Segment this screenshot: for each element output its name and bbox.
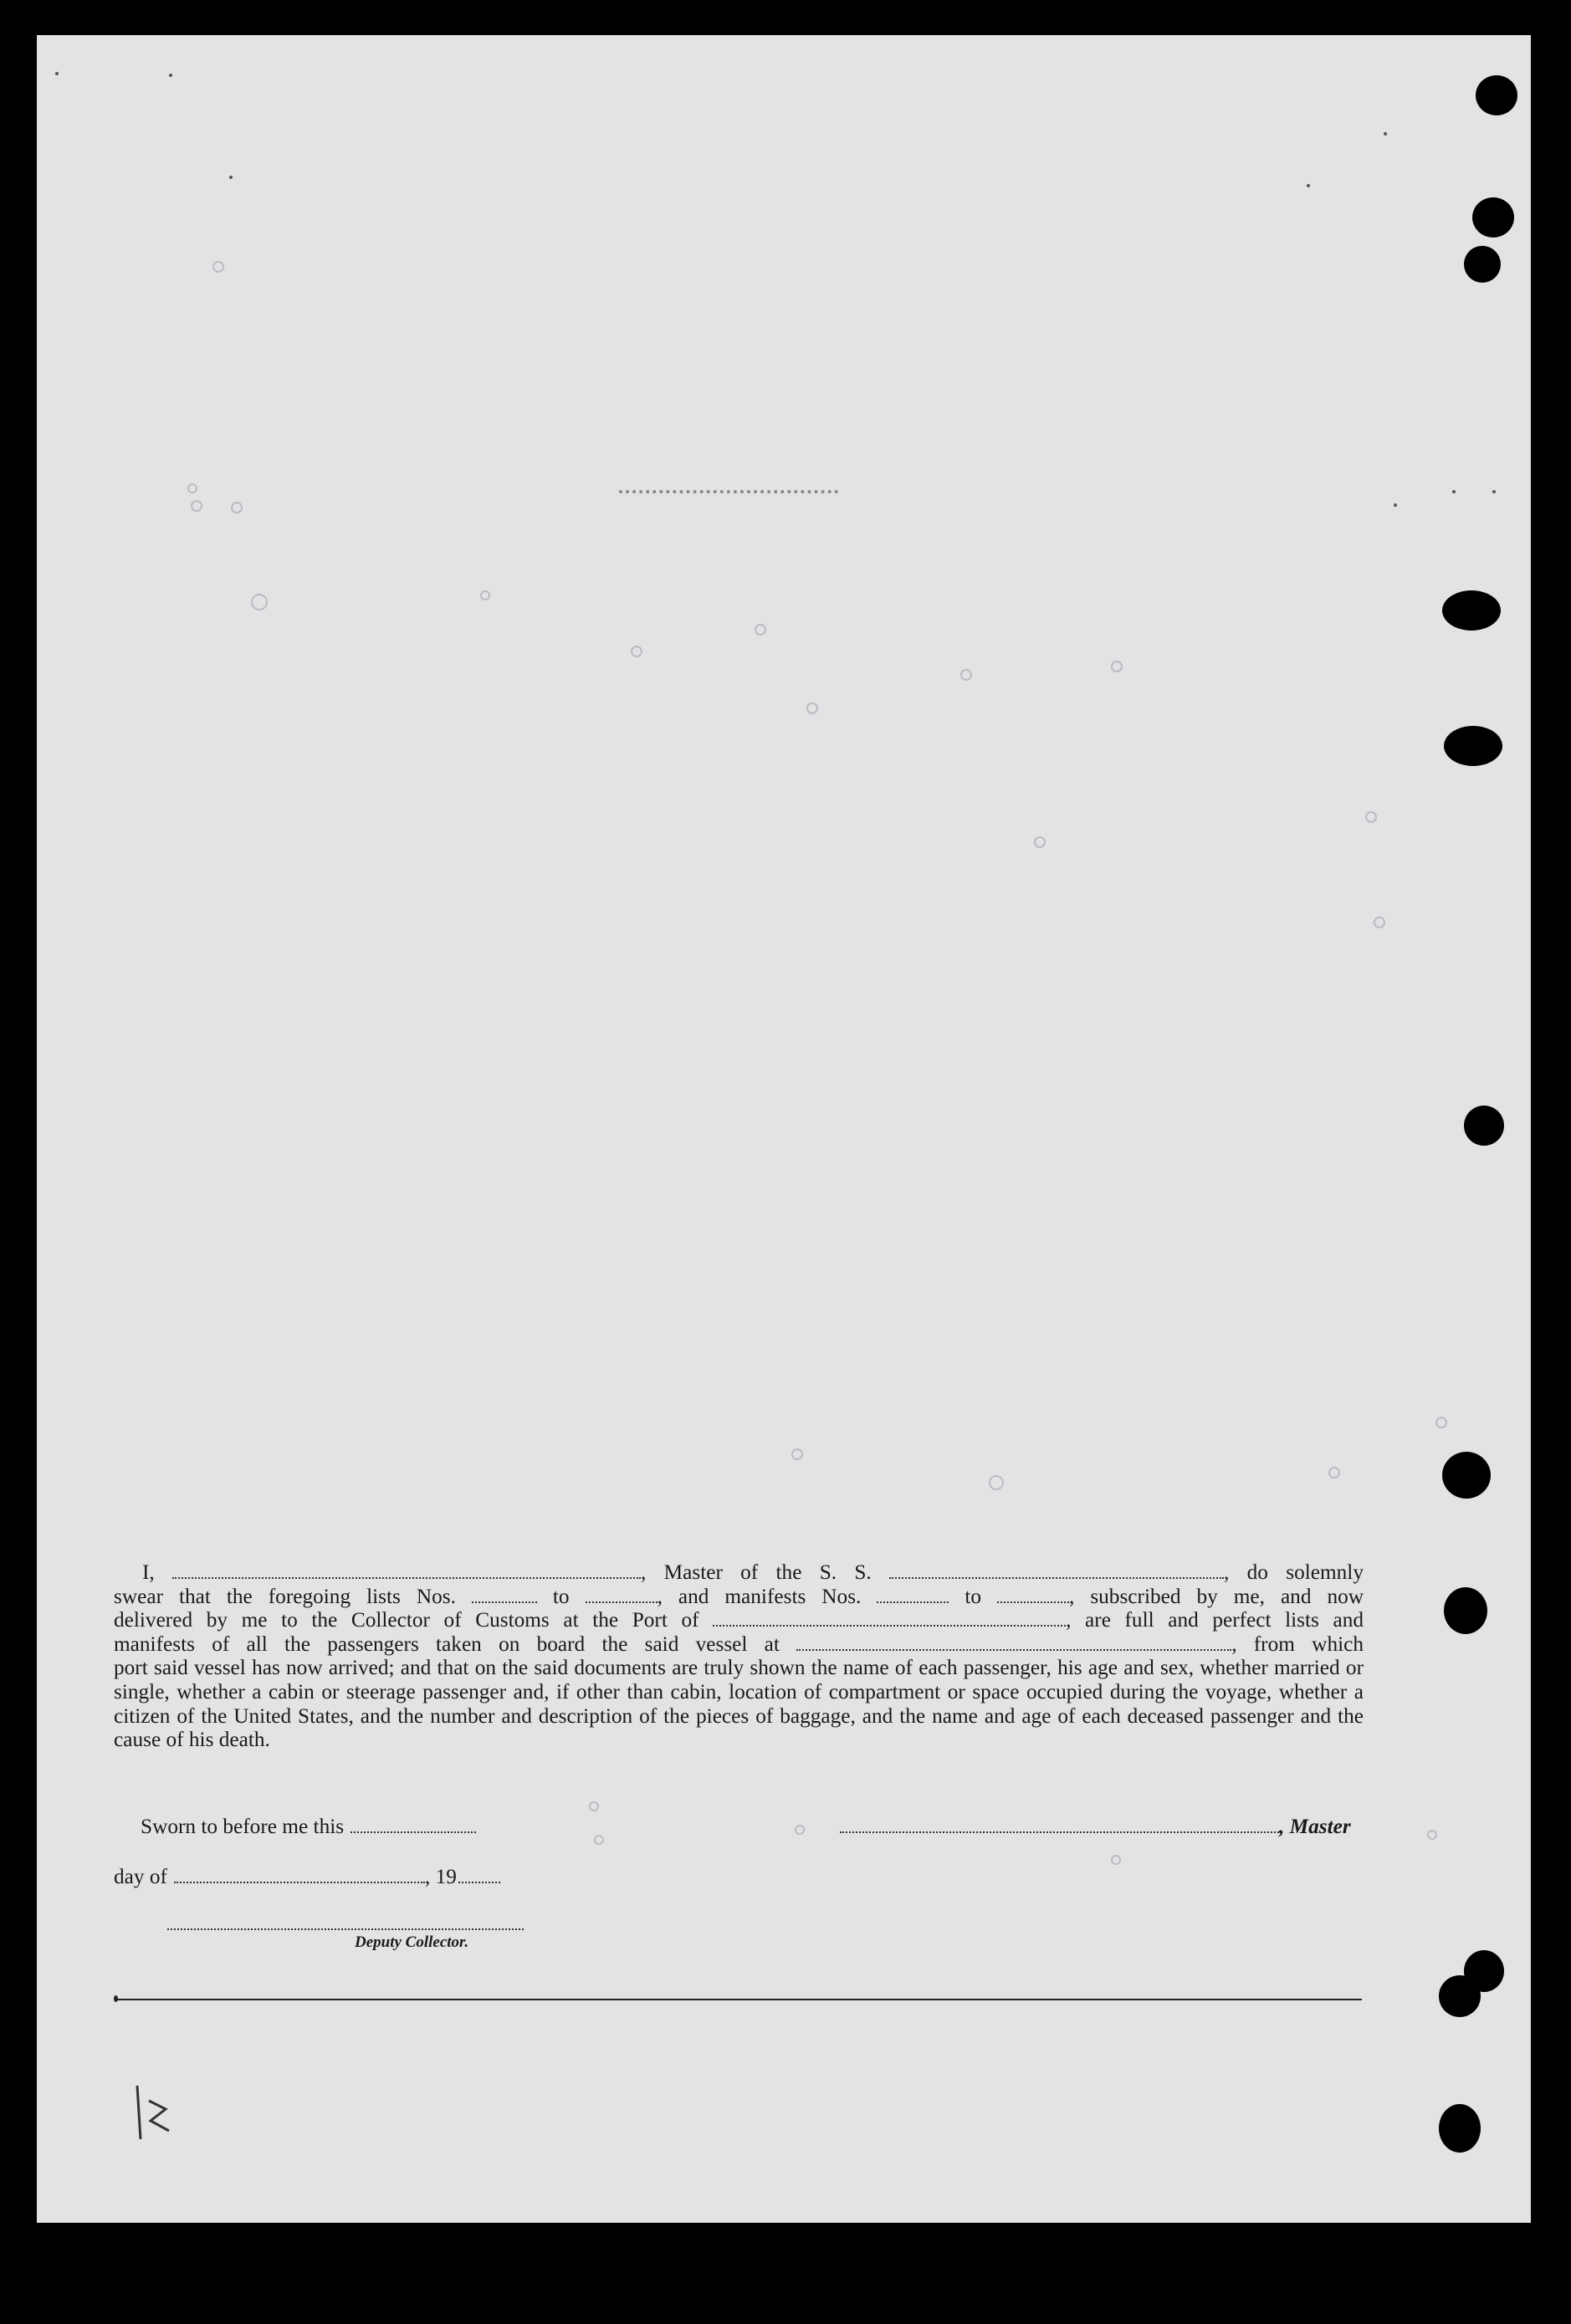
- bottom-rule: [115, 1999, 1362, 2000]
- paper-dot: [1452, 490, 1456, 493]
- binder-hole: [1464, 1106, 1504, 1146]
- master-declaration: [114, 1560, 1364, 1752]
- decl-to-2: to: [965, 1584, 982, 1608]
- month-blank: [174, 1865, 425, 1883]
- paper-dot: [1307, 184, 1310, 187]
- paper-speck: [795, 1825, 805, 1835]
- binder-hole: [1472, 197, 1514, 238]
- paper-speck: [989, 1475, 1004, 1490]
- master-signature-blank: [840, 1815, 1279, 1833]
- binder-hole: [1444, 726, 1502, 766]
- paper-dot: [114, 1995, 118, 2002]
- paper-speck: [960, 669, 972, 681]
- manifest-to-blank: [997, 1585, 1069, 1603]
- paper-speck: [589, 1801, 599, 1811]
- decl-from-which: , from which: [1231, 1632, 1364, 1656]
- paper-speck: [631, 646, 642, 657]
- paper-speck: [791, 1448, 803, 1460]
- list-to-blank: [586, 1585, 658, 1603]
- binder-hole: [1439, 1975, 1481, 2017]
- paper-speck: [1111, 661, 1123, 672]
- master-name-blank: [172, 1560, 641, 1579]
- paper-dot: [1384, 132, 1387, 135]
- paper-speck: [1034, 836, 1046, 848]
- deputy-collector-signature-line: [167, 1928, 524, 1930]
- paper-speck: [191, 500, 202, 512]
- year-blank: [458, 1865, 500, 1883]
- decl-i: I,: [142, 1560, 155, 1584]
- paper-speck: [251, 594, 268, 610]
- decl-are-full: , are full and perfect lists and: [1066, 1608, 1364, 1632]
- paper-speck: [1435, 1417, 1447, 1428]
- decl-master: , Master of the S. S.: [641, 1560, 872, 1584]
- master-signature-line: [840, 1815, 1351, 1839]
- paper-speck: [187, 483, 197, 493]
- paper-speck: [755, 624, 766, 636]
- decl-manifests: manifests of all the passengers taken on board the said vessel at: [114, 1632, 780, 1656]
- paper-speck: [1365, 811, 1377, 823]
- binder-hole: [1442, 1452, 1491, 1499]
- binder-hole: [1439, 2104, 1481, 2153]
- faint-dotted-row: [619, 487, 838, 493]
- paper-dot: [1492, 490, 1496, 493]
- decl-solemnly: , do solemnly: [1224, 1560, 1364, 1584]
- handwritten-page-mark: [124, 2076, 191, 2143]
- paper-speck: [1111, 1855, 1121, 1865]
- decl-subscribed: , subscribed by me, and now: [1069, 1584, 1364, 1608]
- master-signature-label: , Master: [1279, 1815, 1351, 1838]
- paper-dot: [229, 176, 233, 179]
- binder-hole: [1444, 1587, 1487, 1634]
- paper-speck: [1374, 917, 1385, 928]
- manifest-from-blank: [877, 1585, 949, 1603]
- paper-speck: [212, 261, 224, 273]
- decl-swear: swear that the foregoing lists Nos.: [114, 1584, 456, 1608]
- binder-hole: [1442, 590, 1501, 631]
- paper-dot: [55, 72, 59, 75]
- day-of-line: [114, 1865, 500, 1889]
- year-prefix: , 19: [424, 1865, 457, 1888]
- paper-speck: [231, 502, 243, 513]
- day-of-label: day of: [114, 1865, 167, 1888]
- decl-to-1: to: [552, 1584, 570, 1608]
- sworn-day-blank: [351, 1815, 476, 1833]
- paper-speck: [1427, 1830, 1437, 1840]
- list-from-blank: [472, 1585, 537, 1603]
- port-blank: [713, 1608, 1066, 1627]
- sworn-label: Sworn to before me this: [141, 1815, 345, 1838]
- binder-hole: [1476, 75, 1517, 115]
- sworn-before-line: [141, 1815, 476, 1839]
- paper-speck: [1328, 1467, 1340, 1479]
- binder-hole: [1464, 246, 1501, 283]
- embark-port-blank: [796, 1632, 1231, 1651]
- paper-dot: [1394, 503, 1397, 507]
- decl-and-manifests: , and manifests Nos.: [657, 1584, 862, 1608]
- decl-rest: port said vessel has now arrived; and that on the said documents are truly shown the name of each passenger, his age and sex, whether married or single, whether a cabin or steerage passenger and, if other than cabin, location of compartment or space occupied during the voyage, whether a citizen of the United States, and the number and description of the pieces of baggage, and the name and age of each deceased passenger and the cause of his death.: [114, 1656, 1364, 1752]
- vessel-name-blank: [889, 1560, 1224, 1579]
- paper-speck: [806, 702, 818, 714]
- paper-speck: [480, 590, 490, 600]
- decl-delivered: delivered by me to the Collector of Customs at the Port of: [114, 1608, 699, 1632]
- paper-dot: [169, 74, 172, 77]
- form-sheet: [37, 35, 1531, 2223]
- deputy-collector-label: Deputy Collector.: [355, 1933, 469, 1951]
- paper-speck: [594, 1835, 604, 1845]
